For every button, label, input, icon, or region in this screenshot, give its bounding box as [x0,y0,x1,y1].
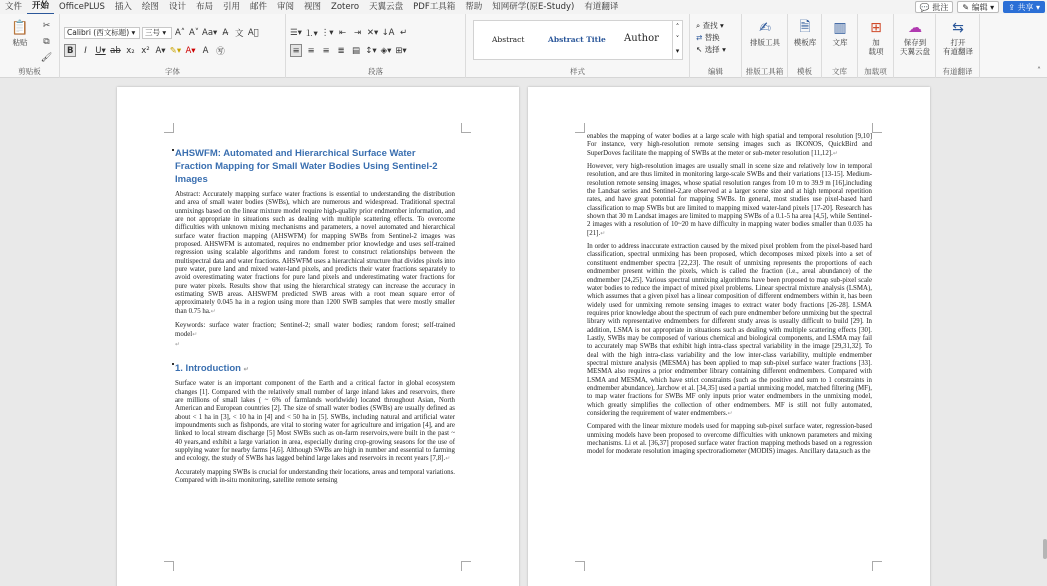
paragraph-mark: ↵ [727,411,733,417]
shading-icon[interactable]: ◈▾ [380,45,392,56]
clipboard-group-label: 剪贴板 [18,67,41,76]
align-right-icon[interactable]: ≡ [322,45,330,56]
select-icon: ↖ [696,45,703,54]
menu-right-actions [915,1,1045,13]
char-shading-icon[interactable]: A [202,45,209,56]
vertical-scrollbar[interactable] [1041,79,1047,586]
align-left-icon[interactable]: ≡ [290,44,302,57]
menu-tab-8[interactable]: 邮件 [249,2,267,12]
font-size-value: 三号 [145,27,160,37]
menu-tab-10[interactable]: 视图 [304,2,322,12]
paragraph-mark: ↵ [600,230,606,237]
youdao-group-label: 有道翻译 [942,67,973,76]
margin-mark-bl [164,561,174,571]
page-1 [117,87,519,586]
collapse-ribbon-icon[interactable]: ˄ [1037,66,1041,75]
paragraph-mark: ↵ [445,456,451,463]
change-case-icon[interactable]: Aa▾ [202,27,218,38]
library-icon: ▥ [833,20,847,36]
enclose-char-icon[interactable]: ㊢ [216,46,225,57]
menu-tab-16[interactable]: 有道翻译 [584,2,619,12]
find-label: 查找 [702,21,718,30]
chinese-layout-icon[interactable]: ✕▾ [366,27,379,38]
phonetic-icon[interactable]: 文 [235,28,244,39]
typeset-button[interactable] [749,18,781,47]
paragraph-group [286,14,466,78]
paragraph-mark: ↵ [210,308,216,315]
bullets-icon[interactable]: ☰▾ [290,27,302,38]
page-2-paragraph-2 [587,163,872,238]
paper-title: AHSWFM: Automated and Hierarchical Surface Water Fraction Mapping for Small Water Bodies Using Sentinel-2 Images [175,148,438,185]
paragraph-marker [172,149,174,151]
menu-tab-0[interactable]: 文件 [5,2,23,12]
menu-tab-5[interactable]: 设计 [168,2,186,12]
menu-tab-2[interactable]: OfficePLUS [59,2,105,12]
find-button[interactable]: ⌕ 查找 ▾ [696,21,724,30]
edit-mode-button[interactable]: ✎ 编辑 ▾ [957,1,999,13]
align-center-icon[interactable]: ≡ [307,45,315,56]
menu-tab-4[interactable]: 绘图 [141,2,159,12]
format-painter-icon[interactable]: 🖌 [40,53,53,63]
editing-group-label: 编辑 [708,67,723,76]
menu-tab-12[interactable]: 天翼云盘 [369,2,404,12]
paste-button[interactable] [4,18,36,47]
page-2-paragraph-1-text: enables the mapping of water bodies at a large scale with high spatial and temporal resolution [9,10] For instance, very high-resolution remote sensing images such as IKONOS, QuickBird and SuperDoves facilitate the mapping of SWBs at the meter or sub-meter resolution [11,12]. [587,133,872,157]
edit-label: 编辑 [971,3,988,12]
font-name-value: Calibri (西文标题) [67,27,130,37]
template-icon: 🗎 [799,19,811,35]
menu-tab-15[interactable]: 知网研学(原E-Study) [492,2,575,12]
addin-button[interactable] [860,18,892,56]
intro-paragraph-1 [175,380,455,463]
find-icon: ⌕ [696,21,701,30]
superscript-icon[interactable]: x² [141,45,150,56]
distributed-icon[interactable]: ▤ [351,45,361,56]
wenku-group-label: 文库 [832,67,847,76]
sort-icon[interactable]: ↓A [381,27,395,38]
paragraph-marker [172,363,174,365]
template-group [788,14,822,78]
page-2-paragraph-2-text: However, very high-resolution images are usually small in scene size and relatively low in temporal resolution, and are thus limited in monitoring large-scale SWBs and their variations [13-15]. Medium-resolution remote sensing images, whose spatial resolution ranges from 10 m to 39.9 m [16],including the Landsat series and Sentinel-2,are observed at a larger scene size and at high temporal repetition rates, and have great potential for mapping SWBs. In general, most studies use pixel-based hard classification to map SWBs but are limited to mapping mixed water-land pixels [17-20]. Research has shown that 30 m Landsat images are limited to mapping SWBs of a 0.1-5 ha area [4,5], while Sentinel-2 images with a resolution of 10~20 m have difficulty in mapping water bodies smaller than 0.035 ha [21]. [587,163,872,237]
introduction-heading [175,363,455,374]
menu-tab-14[interactable]: 帮助 [465,2,483,12]
show-marks-icon[interactable]: ↵ [399,27,408,38]
multilevel-list-icon[interactable]: ⋮▾ [320,27,334,38]
keywords-text: Keywords: surface water fraction; Sentinel-2; small water bodies; random forest; self-trained model [175,322,455,338]
font-color-icon[interactable]: A▾ [185,45,196,56]
paragraph-mark: ↵ [243,367,249,374]
typeset-group-label: 排版工具箱 [745,67,784,76]
wenku-button[interactable] [824,18,856,47]
typeset-group [742,14,788,78]
menu-tab-3[interactable]: 插入 [114,2,132,12]
bold-icon[interactable]: B [64,44,76,57]
decrease-indent-icon[interactable]: ⇤ [339,27,347,38]
subscript-icon[interactable]: x₂ [126,45,135,56]
menu-tab-6[interactable]: 布局 [195,2,213,12]
share-label: 共享 [1017,3,1034,12]
select-button[interactable]: ↖ 选择 ▾ [696,45,726,54]
margin-mark-br [872,561,882,571]
font-name-select[interactable]: Calibri (西文标题) ▾ [64,27,140,39]
margin-mark-bl [575,561,585,571]
abstract [175,191,455,316]
save-cloud-label: 保存到 天翼云盘 [900,38,930,56]
replace-icon: ⇄ [696,33,703,42]
clipboard-group [0,14,60,78]
template-label: 模板库 [793,38,817,47]
page-2-paragraph-3-text: In order to address inaccurate extraction caused by the mixed pixel problem from the pixel-based hard classification, spectral unmixing has been proposed, which decomposes mixed pixels into a set of constituent endmember spectra [22,23]. The result of unmixing represents the proportions of each endmember present within the pixels, which is called the fraction (i.e., areal abundance) of the endmember [24,25]. Various spectral unmixing algorithms have been proposed to map sub-pixel scale water bodies to reduce the impact of mixed pixel problems. Linear spectral mixture analysis (LSMA), which assumes that a given pixel has a linear composition of different endmembers within it, has been widely used for unmixing remote sensing images to extract water body fractions [26-28]. LSMA requires prior knowledge about the spectrum of each pure endmember before unmixing but the spectral library with representative endmembers for different study areas is usually difficult to build [29]. In addition, LSMA is not appropriate in situations such as dealing with multiple scattering effects [30]. Lastly, SWBs may be composed of various chemical and biological components, and LSMA may fail to accurately map SWBs that exhibit high intra-class spectral variability in the image [29,31,32]. To deal with the high intra-class variability and the low inter-class variability, multiple endmember spectral mixture analysis (MESMA) has been applied to map sub-pixel surface water fractions [33]. MESMA also requires a prior endmember library containing different endmembers. Compared with LSMA and MESMA, which have strict constraints (such as the positive and sum to 1 constraints in endmember abundance), Jarchow et al. [34,35] used a partial unmixing model, matched filtering (MF), to map water fractions for SWBs MF only inputs prior water endmembers in the unmixing model, which greatly simplifies the collection of other endmembers. MF is still not fully automated, considering the requirement of water endmembers. [587,243,872,417]
styles-gallery [473,20,683,60]
increase-indent-icon[interactable]: ⇥ [354,27,362,38]
text-effects-icon[interactable]: A▾ [155,45,166,56]
char-border-icon[interactable]: A⃞ [247,27,259,38]
intro-paragraph-2: Accurately mapping SWBs is crucial for understanding their locations, areas and temporal variations. Compared with in-situ monitoring, satellite remote sensing [175,468,455,484]
editing-group [690,14,742,78]
page-2 [528,87,930,586]
style-author[interactable]: Author [624,33,659,44]
margin-mark-tr [461,123,471,133]
grow-font-icon[interactable]: A˄ [174,27,186,38]
introduction-heading-text: 1. Introduction [175,363,241,375]
open-youdao-button[interactable] [942,18,974,56]
paragraph-mark: ↵ [192,331,198,338]
save-cloud-button[interactable] [899,18,931,56]
addin-group [858,14,894,78]
page-1-body[interactable] [175,147,455,485]
share-button[interactable]: ⇪ 共享 ▾ [1003,1,1045,13]
strikethrough-icon[interactable]: ab [110,45,121,56]
intro-paragraph-1-text: Surface water is an important component of the Earth and a critical factor in global ecosystem changes [1]. Compared with the relatively small number of large inland lakes and reservoirs, there are millions of small lakes ( ~ 6% of farmlands worldwide) located throughout Asian, North American and European countries [2]. The size of small water bodies (SWBs) are usually defined as about < 1 ha in [3], < 10 ha in [4] and < 50 ha in [5]. SWBs, including natural and artificial water impoundments such as fishponds, are vital to storing water for agriculture and irrigation [4], and are linked to local stream discharge [5] Most SWBs such as on-farm reservoirs,were built in the past ~ 40 years,and exhibit a large variation in area, especially during crop-growing seasons for the use of supplying water for nearby farms [4,6]. Although SWBs are high in number and essential to farming and ecology, the study of SWBs has lagged behind large lakes and reservoirs in recent years [7,8]. [175,380,455,463]
cloud-icon: ☁ [908,20,922,36]
wenku-label: 文库 [832,38,848,47]
styles-group-label: 样式 [570,67,585,76]
youdao-group [936,14,980,78]
replace-label: 替换 [704,33,720,42]
addin-icon: ⊞ [870,20,882,36]
menu-tab-11[interactable]: Zotero [331,2,360,12]
scrollbar-thumb[interactable] [1043,539,1047,559]
cut-icon[interactable]: ✂ [42,21,51,31]
font-group [60,14,286,78]
style-abstract-title[interactable]: Abstract Title [548,35,606,44]
page-2-paragraph-3 [587,243,872,418]
font-group-label: 字体 [165,67,180,76]
style-abstract[interactable]: Abstract [492,35,525,44]
empty-paragraph-mark: ↵ [175,341,181,348]
italic-icon[interactable]: I [84,45,87,56]
paste-icon: 📋 [11,20,29,36]
cloud-group [894,14,936,78]
template-group-label: 模板 [797,67,812,76]
addin-label: 加 载项 [868,38,884,56]
margin-mark-br [461,561,471,571]
line-spacing-icon[interactable]: ↕▾ [365,45,377,56]
comments-button[interactable]: 💬 批注 [915,1,954,13]
typeset-label: 排版工具 [750,38,780,47]
menu-tab-9[interactable]: 审阅 [277,2,295,12]
margin-mark-tl [575,123,585,133]
template-button[interactable] [789,18,821,47]
menu-bar [0,0,1047,14]
underline-icon[interactable]: U▾ [95,45,106,56]
highlight-icon[interactable]: ✎▾ [169,45,182,56]
abstract-text: Abstract: Accurately mapping surface water fractions is essential to understanding the distribution and area of small water bodies (SWBs), which are numerous and widespread. Traditional spectral unmixings based on the linear mixture model require high-quality prior endmember information, and are not appropriate in situations such as dealing with multiple scattering effects. To overcome difficulties with unknown mixing mechanisms and parameters, a novel automated and hierarchical surface water fraction mapping (AHSWFM) for mapping SWBs from Sentinel-2 images was proposed. AHSWFM is automated, requires no endmember prior knowledge and uses self-trained regression using scalable algorithms and random forest to construct relationships between the multispectral data and water fractions. AHSWFM uses a hierarchical structure that divides pixels into pure water, pure land and mixed water-land pixels, and predicts their water fractions separately to avoid overestimating water fractions for pure land pixels and underestimating water fractions for pure water pixels. Results show that using the hierarchical strategy can increase the accuracy in estimating SWB areas. AHSWFM predicted SWB areas with a root mean square error of approximately 0.045 ha in a region using more than 1200 SWB samples that were mostly smaller than 0.75 ha. [175,191,455,315]
menu-tab-7[interactable]: 引用 [222,2,240,12]
ribbon [0,14,1047,78]
wenku-group [822,14,858,78]
page-2-paragraph-1 [587,133,872,158]
margin-mark-tr [872,123,882,133]
paragraph-mark: ↵ [832,150,838,157]
numbering-icon[interactable]: ⒈▾ [305,28,318,39]
paste-label: 粘贴 [12,38,28,47]
copy-icon[interactable]: ⧉ [43,37,50,47]
comments-label: 批注 [932,3,949,12]
clear-format-icon[interactable]: A̶ [222,27,229,38]
select-label: 选择 [704,45,720,54]
document-canvas [0,79,1047,586]
styles-scroll[interactable]: ˄ ˅ ▾ [672,21,682,59]
menu-tab-13[interactable]: PDF工具箱 [413,2,456,12]
borders-icon[interactable]: ⊞▾ [395,45,407,56]
menu-tab-1[interactable]: 开始 [27,0,54,15]
font-size-select[interactable]: 三号 ▾ [142,27,172,39]
justify-icon[interactable]: ≣ [337,45,345,56]
margin-mark-tl [164,123,174,133]
addin-group-label: 加载项 [864,67,887,76]
paragraph-group-label: 段落 [368,67,383,76]
open-youdao-label: 打开 有道翻译 [943,38,973,56]
typeset-icon: ✍ [759,20,771,36]
translate-icon: ⇆ [952,20,964,36]
shrink-font-icon[interactable]: A˅ [188,27,200,38]
keywords [175,322,455,339]
replace-button[interactable] [696,32,726,44]
page-2-paragraph-4: Compared with the linear mixture models used for mapping sub-pixel surface water, regression-based unmixing models have been proposed to overcome difficulties with unknown parameters and mixing mechanisms. Li et al. [36,37] proposed surface water fraction mapping methods based on a regression model for moderate resolution imaging spectroradiometer (MODIS) images. Ancillary data,such as the [587,423,872,456]
page-2-body[interactable] [587,133,872,457]
